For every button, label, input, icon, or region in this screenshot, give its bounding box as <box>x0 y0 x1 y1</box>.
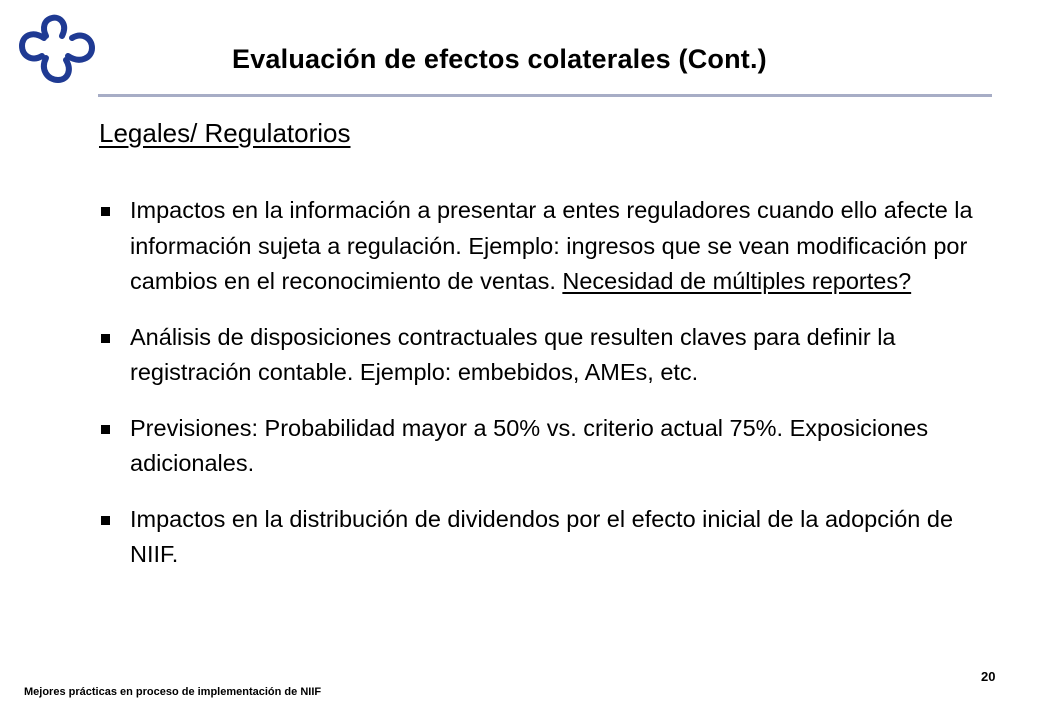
square-bullet-icon <box>101 207 110 216</box>
bullet-text: Impactos en la distribución de dividendos por el efecto inicial de la adopción de NIIF. <box>130 505 954 567</box>
section-subtitle: Legales/ Regulatorios <box>99 118 351 148</box>
bullet-item <box>99 193 979 300</box>
square-bullet-icon <box>101 425 110 434</box>
square-bullet-icon <box>101 334 110 343</box>
title-divider <box>98 94 992 97</box>
page-title: Evaluación de efectos colaterales (Cont.) <box>232 44 767 74</box>
bullet-underlined-text: Necesidad de múltiples reportes? <box>562 268 912 294</box>
bullet-text: Previsiones: Probabilidad mayor a 50% vs. criterio actual 75%. Exposiciones adicionales. <box>130 414 929 476</box>
company-logo-icon <box>10 6 102 94</box>
bullet-item <box>99 320 979 391</box>
bullet-item <box>99 411 979 482</box>
footer-text: Mejores prácticas en proceso de implementación de NIIF <box>24 686 322 698</box>
bullet-text: Análisis de disposiciones contractuales que resulten claves para definir la registración contable. Ejemplo: embebidos, AMEs, etc. <box>130 323 896 385</box>
bullet-list <box>99 193 979 573</box>
square-bullet-icon <box>101 516 110 525</box>
bullet-item <box>99 502 979 573</box>
page-number: 20 <box>981 669 996 684</box>
bullet-text: Impactos en la información a presentar a entes reguladores cuando ello afecte la información sujeta a regulación. Ejemplo: ingresos que se vean modificación por cambios en el reconocimiento de ventas. <box>130 197 973 294</box>
